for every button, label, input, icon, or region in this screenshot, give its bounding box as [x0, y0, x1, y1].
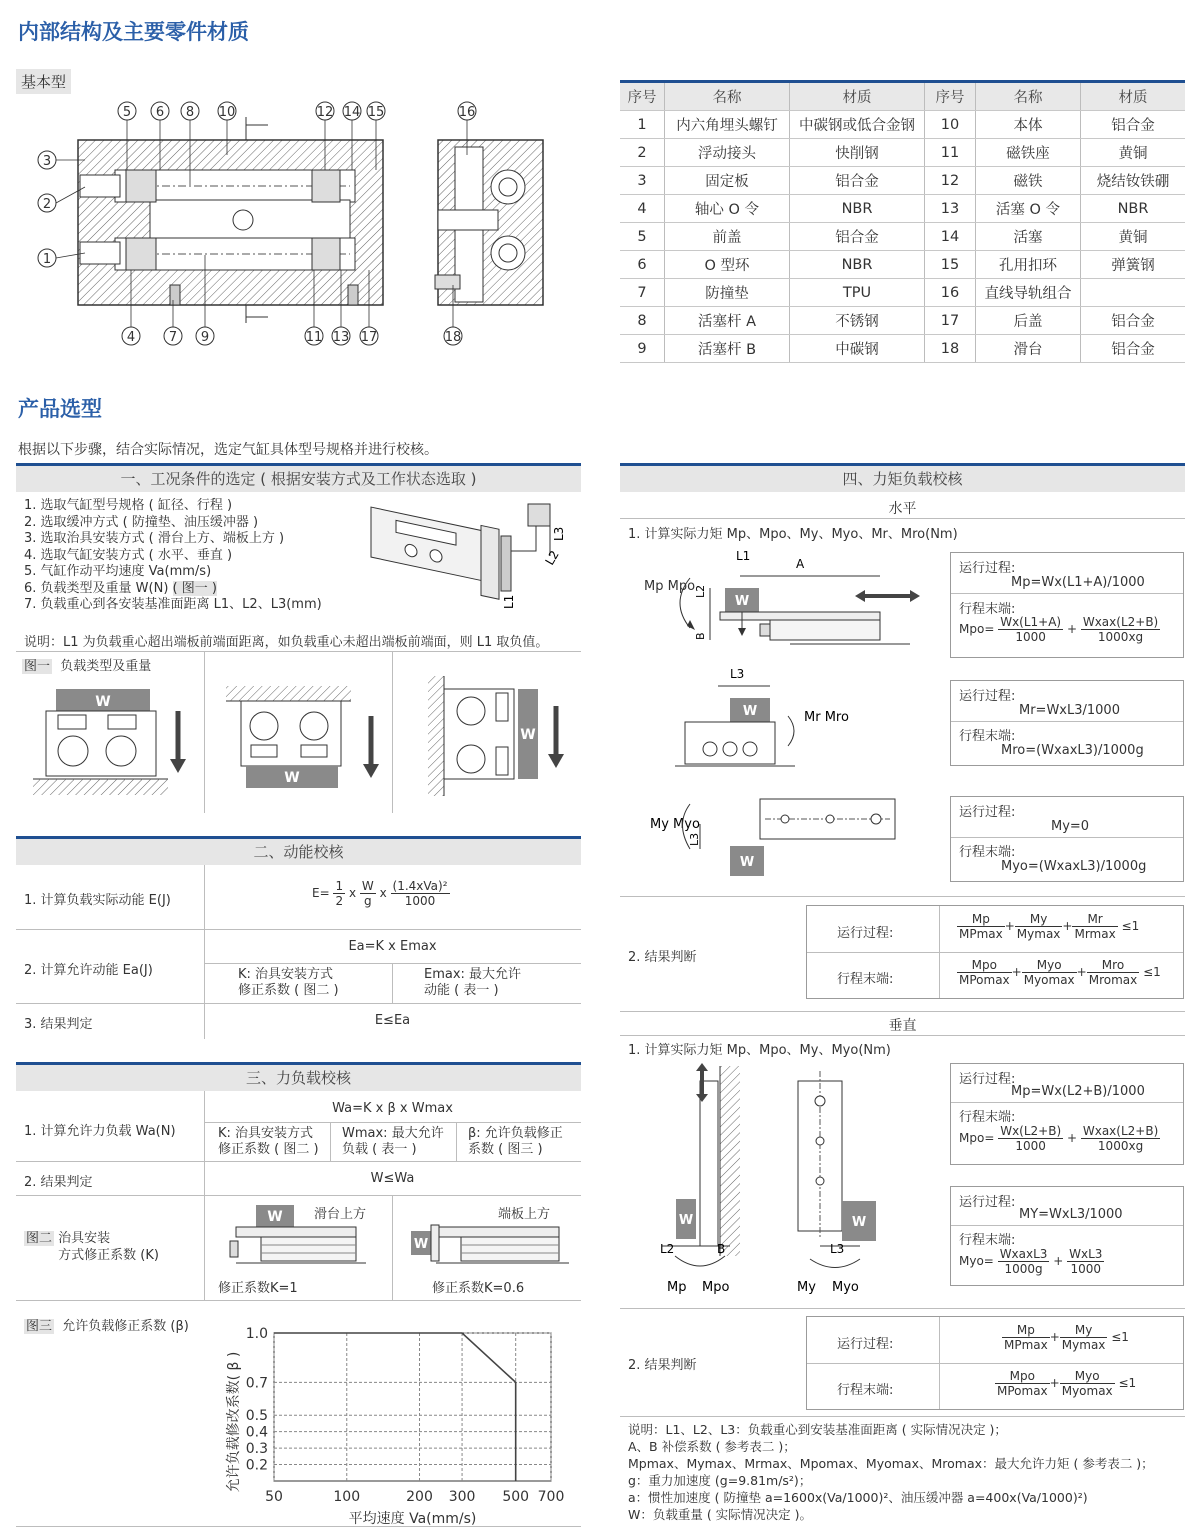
header-index: 序号: [620, 82, 665, 111]
header-name: 名称: [665, 82, 790, 111]
table-cell: 弹簧钢: [1081, 251, 1186, 279]
svg-text:L2: L2: [660, 1242, 675, 1256]
svg-text:L2: L2: [542, 548, 562, 568]
table-cell: 14: [925, 223, 976, 251]
svg-text:9: 9: [200, 330, 210, 345]
parts-material-table: [620, 80, 1185, 363]
mp-label: Mp Mpo: [644, 579, 696, 594]
beta-chart: [196, 1321, 576, 1526]
condition-item: 3. 选取治具安装方式 ( 滑台上方、端板上方 ): [24, 531, 285, 546]
svg-text:L3: L3: [730, 667, 745, 681]
s2-row3-label: 3. 结果判定: [24, 1017, 93, 1032]
svg-text:W: W: [851, 1215, 867, 1230]
section-3-force: [16, 1062, 581, 1301]
fig3-caption: 图三 允许负载修正系数 (β): [26, 1319, 189, 1334]
fig2-end-title: 端板上方: [498, 1207, 551, 1222]
svg-text:14: 14: [343, 105, 361, 120]
vertical-moment-diagram: [650, 1061, 930, 1301]
load-type-1-diagram: [28, 681, 198, 801]
s2-k-note: K: 治具安装方式 修正系数 ( 图二 ): [238, 967, 339, 998]
fig2-caption: 图二 治具安装 方式修正系数 (K): [26, 1231, 159, 1263]
table-cell: 16: [925, 279, 976, 307]
table-cell: 铝合金: [790, 223, 925, 251]
table-row: [620, 167, 1185, 195]
allowed-load-formula: Wa=K x β x Wmax: [332, 1101, 453, 1116]
table-cell: 5: [620, 223, 665, 251]
load-type-3-diagram: [406, 671, 576, 801]
fig3-container: [16, 1300, 581, 1527]
svg-text:W: W: [678, 1213, 694, 1228]
fig1-caption: 图一 负载类型及重量: [24, 659, 152, 674]
table-cell: 9: [620, 335, 665, 363]
table-cell: 18: [925, 335, 976, 363]
svg-text:L1: L1: [502, 594, 516, 609]
my-moment-diagram: [640, 794, 910, 884]
note-line: g：重力加速度 (g=9.81m/s²)；: [628, 1473, 812, 1488]
s3-row1-label: 1. 计算允许力负载 Wa(N): [24, 1124, 176, 1139]
s3-result-formula: W≤Wa: [370, 1171, 415, 1186]
table-cell: 内六角埋头螺钉: [665, 111, 790, 139]
h-judge-box: 运行过程: 行程末端: $\frac{Mp}{MPmax}$ + $\frac{My}{Mymax}$ + $\frac{Mr}{Mrmax}$ ≤1 $\frac{\text{Mpo}}{\text{MPomax}}$ + $\frac{\text{Myo}}{\text{Myomax}}$ + $\frac{\text{Mro}}{\text{Mromax}}$ ≤1: [806, 905, 1184, 999]
table-header-row: [620, 82, 1185, 111]
table-cell: 直线导轨组合: [976, 279, 1081, 307]
table-cell: 磁铁: [976, 167, 1081, 195]
s3-row2-label: 2. 结果判定: [24, 1175, 93, 1190]
svg-text:12: 12: [316, 105, 334, 120]
table-cell: 活塞杆 A: [665, 307, 790, 335]
h-mp-formula-box: 运行过程: Mp=Wx(L1+A)/1000 行程末端: Mpo= $\frac{Wx(L1+A)}{1000}$ + $\frac{\text{Wxax(L2+B)}}{1000xg}$: [950, 552, 1184, 658]
condition-list: [24, 498, 322, 614]
mr-label: Mr Mro: [804, 710, 849, 725]
y-tick-label: 0.5: [245, 1408, 268, 1425]
s2-row1-label: 1. 计算负载实际动能 E(J): [24, 893, 171, 908]
horizontal-heading: 水平: [888, 501, 917, 517]
table-cell: 11: [925, 139, 976, 167]
section-2-kinetic: [16, 836, 581, 1039]
svg-text:16: 16: [458, 105, 476, 120]
header-material: 材质: [790, 82, 925, 111]
svg-text:13: 13: [332, 330, 350, 345]
svg-text:W: W: [413, 1237, 429, 1252]
table-cell: 4: [620, 195, 665, 223]
svg-text:10: 10: [218, 105, 236, 120]
table-cell: 黄铜: [1081, 139, 1186, 167]
x-tick-label: 300: [448, 1489, 476, 1505]
table-cell: 磁铁座: [976, 139, 1081, 167]
svg-text:2: 2: [42, 197, 52, 212]
svg-text:6: 6: [155, 105, 165, 120]
v-my-formula-box: 运行过程: MY=WxL3/1000 行程末端: Myo= $\frac{\text{WxaxL3}}{1000g}$ + $\frac{\text{WxL3}}{1000}$: [950, 1186, 1184, 1286]
table-cell: [1081, 279, 1186, 307]
y-tick-label: 0.3: [245, 1441, 268, 1458]
table-row: [620, 195, 1185, 223]
x-tick-label: 500: [502, 1489, 530, 1505]
y-axis-label: 允许负载修改系数( β ): [226, 1351, 242, 1493]
s1-note: 说明：L1 为负载重心超出端板前端面距离，如负载重心未超出端板前端面，则 L1 取负值。: [24, 635, 549, 650]
x-tick-label: 700: [537, 1489, 565, 1505]
table-cell: 防撞垫: [665, 279, 790, 307]
table-cell: 12: [925, 167, 976, 195]
table-cell: 轴心 O 令: [665, 195, 790, 223]
svg-text:W: W: [734, 594, 750, 609]
header-name-2: 名称: [976, 82, 1081, 111]
table-cell: TPU: [790, 279, 925, 307]
table-row: [620, 139, 1185, 167]
fig1-reference: ( 图一 ): [172, 580, 217, 596]
svg-text:L3: L3: [830, 1242, 845, 1256]
table-cell: 6: [620, 251, 665, 279]
s3-k-note: K: 治具安装方式 修正系数 ( 图二 ): [218, 1126, 319, 1157]
svg-text:Mp: Mp: [667, 1280, 687, 1295]
table-cell: NBR: [790, 195, 925, 223]
condition-item: 1. 选取气缸型号规格 ( 缸径、行程 ): [24, 498, 233, 513]
table-cell: NBR: [1081, 195, 1186, 223]
h-judge-label: 2. 结果判断: [628, 950, 697, 965]
svg-text:W: W: [742, 704, 758, 719]
x-tick-label: 200: [406, 1489, 433, 1505]
svg-text:18: 18: [444, 330, 462, 345]
table-cell: 滑台: [976, 335, 1081, 363]
note-line: A、B 补偿系数 ( 参考表二 )；: [628, 1439, 796, 1454]
table-cell: 浮动接头: [665, 139, 790, 167]
svg-text:B: B: [694, 632, 707, 640]
table-cell: 前盖: [665, 223, 790, 251]
svg-text:W: W: [284, 770, 300, 786]
s4-notes: [628, 1421, 1154, 1523]
table-row: [620, 223, 1185, 251]
y-tick-label: 0.7: [245, 1375, 268, 1392]
plot-area: [274, 1333, 551, 1481]
h-my-formula-box: 运行过程: My=0 行程末端: Myo=(WxaxL3)/1000g: [950, 796, 1184, 882]
y-tick-label: 1.0: [245, 1326, 268, 1342]
v-end-judge-formula: $\frac{\text{Mpo}}{\text{MPomax}}$ + $\frac{\text{Myo}}{\text{Myomax}}$ ≤1: [997, 1369, 1137, 1398]
table-cell: 15: [925, 251, 976, 279]
note-line: W：负载重量 ( 实际情况决定 )。: [628, 1507, 813, 1522]
table-row: [620, 307, 1185, 335]
table-cell: 后盖: [976, 307, 1081, 335]
svg-text:B: B: [717, 1242, 726, 1256]
h-end-judge-formula: $\frac{\text{Mpo}}{\text{MPomax}}$ + $\frac{\text{Myo}}{\text{Myomax}}$ + $\frac{\text{Mro}}{\text{Mromax}}$ ≤1: [959, 958, 1161, 987]
svg-text:17: 17: [360, 330, 378, 345]
table-cell: 10: [925, 111, 976, 139]
table-row: [620, 335, 1185, 363]
table-cell: NBR: [790, 251, 925, 279]
fig2-slide-diagram: [216, 1203, 386, 1273]
internal-structure-drawing: [30, 95, 590, 355]
svg-text:My: My: [797, 1280, 816, 1295]
table-cell: 黄铜: [1081, 223, 1186, 251]
table-cell: 2: [620, 139, 665, 167]
table-cell: 中碳钢或低合金钢: [790, 111, 925, 139]
v-judge-label: 2. 结果判断: [628, 1358, 697, 1373]
table-cell: 3: [620, 167, 665, 195]
header-material-2: 材质: [1081, 82, 1186, 111]
svg-text:4: 4: [126, 330, 136, 345]
svg-text:8: 8: [185, 105, 195, 120]
allowed-energy-formula: Ea=K x Emax: [348, 939, 437, 954]
svg-text:L2: L2: [694, 584, 707, 598]
table-cell: 固定板: [665, 167, 790, 195]
table-cell: O 型环: [665, 251, 790, 279]
table-cell: 8: [620, 307, 665, 335]
condition-item: 6. 负载类型及重量 W(N) ( 图一 ): [24, 580, 217, 596]
y-tick-label: 0.4: [245, 1424, 268, 1441]
svg-text:A: A: [796, 557, 805, 571]
table-cell: 13: [925, 195, 976, 223]
my-label: My Myo: [650, 817, 700, 832]
v-step-1: 1. 计算实际力矩 Mp、Mpo、My、Myo(Nm): [628, 1043, 891, 1058]
section-2-title: 二、动能校核: [16, 839, 581, 865]
table-row: [620, 251, 1185, 279]
v-mp-formula-box: 运行过程: Mp=Wx(L2+B)/1000 行程末端: Mpo= $\frac{Wx(L2+B)}{1000}$ + $\frac{\text{Wxax(L2+B)}}{1000xg}$: [950, 1063, 1184, 1165]
svg-text:11: 11: [305, 330, 323, 345]
v-judge-box: 运行过程: 行程末端: $\frac{Mp}{MPmax}$ + $\frac{My}{Mymax}$ ≤1 $\frac{\text{Mpo}}{\text{MPomax}}$ + $\frac{\text{Myo}}{\text{Myomax}}$ ≤1: [806, 1316, 1184, 1410]
section-1-title: 一、工况条件的选定 ( 根据安装方式及工作状态选取 ): [16, 466, 581, 492]
selection-intro: 根据以下步骤，结合实际情况，选定气缸具体型号规格并进行校核。: [18, 442, 438, 458]
table-cell: 孔用扣环: [976, 251, 1081, 279]
s3-wmax-note: Wmax: 最大允许 负载 ( 表一 ): [342, 1126, 444, 1157]
x-tick-label: 100: [333, 1489, 361, 1505]
fig2-end-diagram: [401, 1213, 576, 1273]
svg-text:L3: L3: [688, 832, 701, 846]
svg-text:5: 5: [122, 105, 132, 120]
table-cell: 活塞: [976, 223, 1081, 251]
svg-text:W: W: [739, 855, 755, 870]
section-title-selection: 产品选型: [18, 397, 102, 421]
table-cell: 铝合金: [790, 167, 925, 195]
callouts-top: [118, 102, 476, 120]
svg-text:3: 3: [42, 154, 52, 169]
x-tick-label: 50: [265, 1489, 283, 1505]
fig2-slide-title: 滑台上方: [314, 1207, 367, 1222]
mr-moment-diagram: [670, 666, 890, 776]
v-run-judge-formula: $\frac{Mp}{MPmax}$ + $\frac{My}{Mymax}$ ≤1: [1004, 1323, 1129, 1352]
table-cell: 17: [925, 307, 976, 335]
fig2-slide-k: 修正系数K=1: [218, 1281, 298, 1296]
table-cell: 不锈钢: [790, 307, 925, 335]
svg-text:Myo: Myo: [832, 1280, 859, 1295]
basic-type-tag: 基本型: [16, 69, 71, 94]
section-1-conditions: [16, 463, 581, 814]
kinetic-energy-formula: E= $\frac{1}{2}$ x $\frac{W}{g}$ x $\frac{\text{(1.4xVa)²}}{1000}$: [312, 879, 448, 908]
condition-item: 4. 选取气缸安装方式 ( 水平、垂直 ): [24, 547, 233, 563]
svg-text:1: 1: [42, 252, 52, 267]
s3-beta-note: β: 允许负载修正 系数 ( 图三 ): [468, 1126, 563, 1157]
table-cell: 铝合金: [1081, 335, 1186, 363]
table-cell: 烧结钕铁硼: [1081, 167, 1186, 195]
h-mr-formula-box: 运行过程: Mr=WxL3/1000 行程末端: Mro=(WxaxL3)/1000g: [950, 680, 1184, 766]
svg-text:W: W: [95, 694, 111, 710]
section-4-title: 四、力矩负载校核: [620, 466, 1185, 492]
s2-result-formula: E≤Ea: [374, 1013, 411, 1028]
h-step-1: 1. 计算实际力矩 Mp、Mpo、My、Myo、Mr、Mro(Nm): [628, 527, 958, 542]
table-cell: 活塞 O 令: [976, 195, 1081, 223]
table-cell: 快削钢: [790, 139, 925, 167]
table-cell: 铝合金: [1081, 111, 1186, 139]
section-3-title: 三、力负载校核: [16, 1065, 581, 1091]
svg-text:L3: L3: [552, 526, 566, 541]
note-line: a：惯性加速度 ( 防撞垫 a=1600x(Va/1000)²、油压缓冲器 a=400x(Va/1000)²): [628, 1490, 1088, 1505]
svg-text:15: 15: [367, 105, 385, 120]
condition-item: 5. 气缸作动平均速度 Va(mm/s): [24, 564, 212, 579]
note-line: Mpmax、Mymax、Mrmax、Mpomax、Myomax、Mromax：最大允许力矩 ( 参考表二 )；: [628, 1456, 1154, 1471]
load-center-diagram: [366, 496, 581, 621]
table-cell: 7: [620, 279, 665, 307]
fig2-end-k: 修正系数K=0.6: [432, 1281, 525, 1296]
svg-text:W: W: [267, 1209, 283, 1225]
callouts-left: [38, 151, 56, 267]
note-line: 说明：L1、L2、L3：负载重心到安装基准面距离 ( 实际情况决定 )；: [628, 1422, 1007, 1437]
header-index-2: 序号: [925, 82, 976, 111]
table-cell: 本体: [976, 111, 1081, 139]
h-run-judge-formula: $\frac{Mp}{MPmax}$ + $\frac{My}{Mymax}$ + $\frac{Mr}{Mrmax}$ ≤1: [959, 912, 1140, 941]
svg-text:W: W: [520, 727, 536, 743]
callouts-bottom: [122, 327, 462, 345]
s2-row2-label: 2. 计算允许动能 Ea(J): [24, 963, 153, 978]
table-cell: 铝合金: [1081, 307, 1186, 335]
table-row: [620, 111, 1185, 139]
condition-item: 2. 选取缓冲方式 ( 防撞垫、油压缓冲器 ): [24, 514, 259, 530]
vertical-heading: 垂直: [888, 1018, 917, 1034]
load-type-2-diagram: [216, 681, 386, 801]
table-cell: 1: [620, 111, 665, 139]
table-cell: 中碳钢: [790, 335, 925, 363]
svg-text:L1: L1: [736, 549, 751, 563]
svg-text:7: 7: [168, 330, 178, 345]
y-tick-label: 0.2: [245, 1457, 268, 1474]
condition-item: 7. 负载重心到各安装基准面距离 L1、L2、L3(mm): [24, 597, 322, 612]
section-title-internal: 内部结构及主要零件材质: [18, 20, 249, 44]
svg-text:Mpo: Mpo: [702, 1280, 730, 1295]
mp-moment-diagram: [640, 548, 920, 658]
table-row: [620, 279, 1185, 307]
section-4-moment: [620, 463, 1185, 1528]
x-axis-label: 平均速度 Va(mm/s): [348, 1511, 477, 1526]
s2-emax-note: Emax: 最大允许 动能 ( 表一 ): [424, 967, 522, 998]
table-cell: 活塞杆 B: [665, 335, 790, 363]
